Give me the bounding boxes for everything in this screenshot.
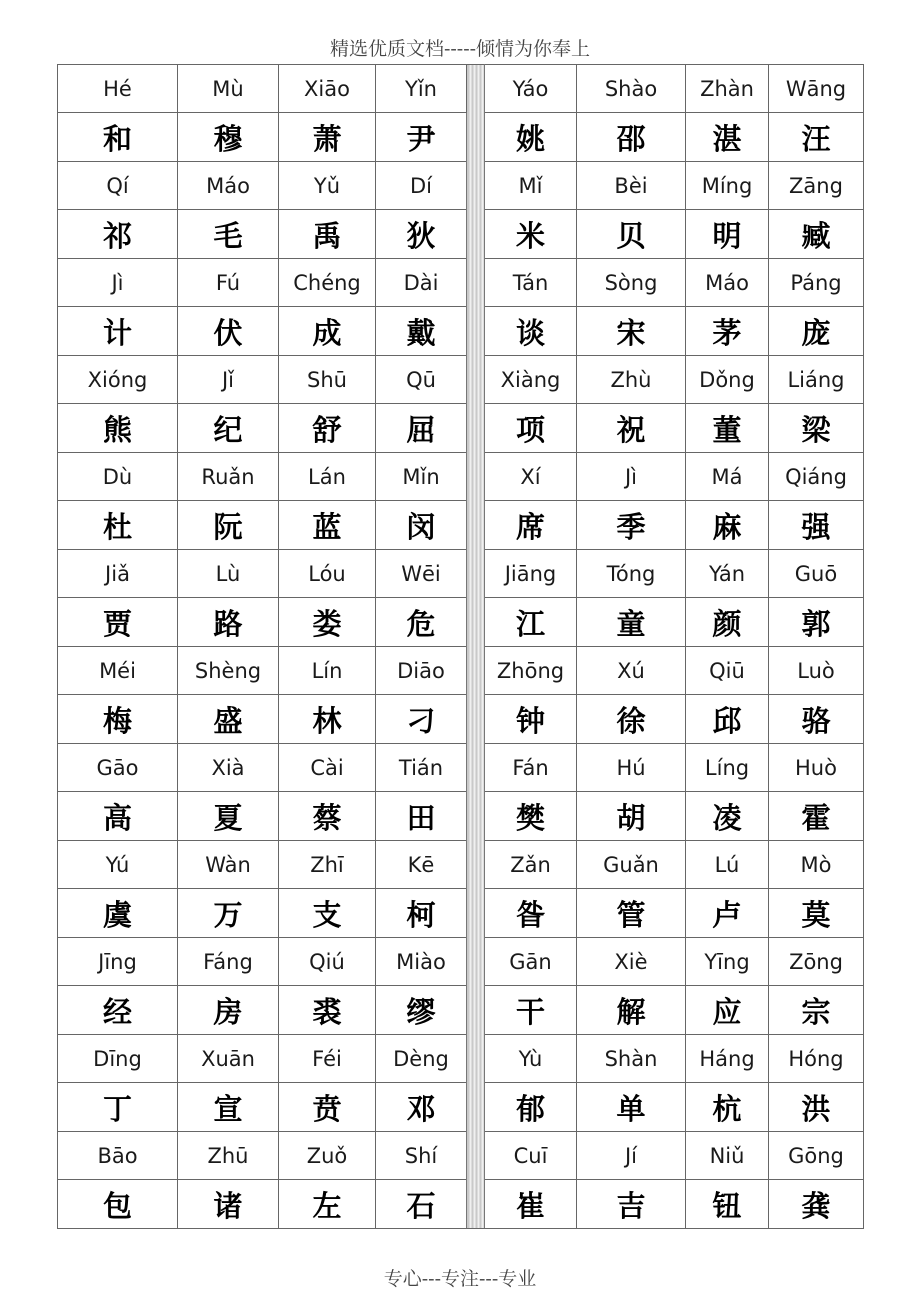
pinyin-cell: Huò	[769, 744, 864, 792]
hanzi-cell: 狄	[376, 210, 467, 259]
hanzi-cell: 柯	[376, 889, 467, 938]
hanzi-cell: 董	[686, 404, 769, 453]
hanzi-cell: 邓	[376, 1083, 467, 1132]
hanzi-row	[58, 307, 864, 356]
pinyin-cell: Qí	[58, 162, 178, 210]
hanzi-cell: 贲	[279, 1083, 376, 1132]
pinyin-cell: Chéng	[279, 259, 376, 307]
hanzi-cell: 汪	[769, 113, 864, 162]
pinyin-cell: Yán	[686, 550, 769, 598]
pinyin-row	[58, 1132, 864, 1180]
hanzi-cell: 诸	[178, 1180, 279, 1229]
hanzi-cell: 盛	[178, 695, 279, 744]
hanzi-cell: 缪	[376, 986, 467, 1035]
hanzi-cell: 钟	[485, 695, 577, 744]
hanzi-cell: 管	[577, 889, 686, 938]
hanzi-cell: 刁	[376, 695, 467, 744]
pinyin-row	[58, 259, 864, 307]
hanzi-cell: 高	[58, 792, 178, 841]
hanzi-cell: 项	[485, 404, 577, 453]
pinyin-cell: Jì	[58, 259, 178, 307]
pinyin-cell: Kē	[376, 841, 467, 889]
pinyin-cell: Shào	[577, 65, 686, 113]
pinyin-cell: Miào	[376, 938, 467, 986]
hanzi-row	[58, 404, 864, 453]
hanzi-cell: 茅	[686, 307, 769, 356]
hanzi-cell: 贝	[577, 210, 686, 259]
hanzi-cell: 臧	[769, 210, 864, 259]
hanzi-cell: 解	[577, 986, 686, 1035]
pinyin-cell: Tán	[485, 259, 577, 307]
pinyin-cell: Dīng	[58, 1035, 178, 1083]
hanzi-cell: 娄	[279, 598, 376, 647]
pinyin-cell: Yīng	[686, 938, 769, 986]
hanzi-cell: 毛	[178, 210, 279, 259]
hanzi-cell: 庞	[769, 307, 864, 356]
pinyin-row	[58, 1035, 864, 1083]
pinyin-cell: Dèng	[376, 1035, 467, 1083]
surname-table	[57, 64, 864, 1229]
hanzi-cell: 童	[577, 598, 686, 647]
hanzi-row	[58, 986, 864, 1035]
pinyin-cell: Dí	[376, 162, 467, 210]
pinyin-cell: Luò	[769, 647, 864, 695]
pinyin-cell: Gāo	[58, 744, 178, 792]
hanzi-cell: 席	[485, 501, 577, 550]
pinyin-cell: Xià	[178, 744, 279, 792]
hanzi-cell: 单	[577, 1083, 686, 1132]
pinyin-row	[58, 65, 864, 113]
pinyin-cell: Mò	[769, 841, 864, 889]
hanzi-cell: 左	[279, 1180, 376, 1229]
pinyin-cell: Qiú	[279, 938, 376, 986]
hanzi-cell: 危	[376, 598, 467, 647]
hanzi-cell: 房	[178, 986, 279, 1035]
hanzi-cell: 宗	[769, 986, 864, 1035]
pinyin-cell: Xiè	[577, 938, 686, 986]
pinyin-cell: Máo	[686, 259, 769, 307]
hanzi-row	[58, 210, 864, 259]
pinyin-cell: Jí	[577, 1132, 686, 1180]
pinyin-cell: Dǒng	[686, 356, 769, 404]
pinyin-cell: Dài	[376, 259, 467, 307]
hanzi-cell: 虞	[58, 889, 178, 938]
pinyin-row	[58, 841, 864, 889]
hanzi-cell: 屈	[376, 404, 467, 453]
pinyin-cell: Jīng	[58, 938, 178, 986]
hanzi-cell: 林	[279, 695, 376, 744]
hanzi-cell: 蔡	[279, 792, 376, 841]
pinyin-cell: Zuǒ	[279, 1132, 376, 1180]
hanzi-cell: 邱	[686, 695, 769, 744]
pinyin-cell: Hú	[577, 744, 686, 792]
hanzi-row	[58, 889, 864, 938]
pinyin-cell: Bāo	[58, 1132, 178, 1180]
hanzi-cell: 骆	[769, 695, 864, 744]
pinyin-cell: Zhù	[577, 356, 686, 404]
hanzi-cell: 和	[58, 113, 178, 162]
pinyin-cell: Qū	[376, 356, 467, 404]
hanzi-cell: 姚	[485, 113, 577, 162]
pinyin-cell: Mù	[178, 65, 279, 113]
surname-table-body	[58, 65, 864, 1229]
hanzi-cell: 丁	[58, 1083, 178, 1132]
pinyin-cell: Gōng	[769, 1132, 864, 1180]
pinyin-cell: Zāng	[769, 162, 864, 210]
pinyin-cell: Méi	[58, 647, 178, 695]
hanzi-cell: 颜	[686, 598, 769, 647]
page-footer: 专心---专注---专业	[383, 1268, 537, 1290]
hanzi-cell: 龚	[769, 1180, 864, 1229]
pinyin-cell: Zōng	[769, 938, 864, 986]
pinyin-cell: Xiāo	[279, 65, 376, 113]
pinyin-cell: Mǐ	[485, 162, 577, 210]
pinyin-cell: Féi	[279, 1035, 376, 1083]
hanzi-cell: 禹	[279, 210, 376, 259]
hanzi-cell: 霍	[769, 792, 864, 841]
pinyin-cell: Shàn	[577, 1035, 686, 1083]
hanzi-cell: 谈	[485, 307, 577, 356]
hanzi-row	[58, 792, 864, 841]
hanzi-cell: 伏	[178, 307, 279, 356]
hanzi-cell: 裘	[279, 986, 376, 1035]
pinyin-cell: Wēi	[376, 550, 467, 598]
hanzi-cell: 杭	[686, 1083, 769, 1132]
pinyin-cell: Bèi	[577, 162, 686, 210]
pinyin-cell: Xióng	[58, 356, 178, 404]
pinyin-cell: Lán	[279, 453, 376, 501]
pinyin-cell: Fán	[485, 744, 577, 792]
hanzi-cell: 祁	[58, 210, 178, 259]
hanzi-cell: 麻	[686, 501, 769, 550]
hanzi-cell: 米	[485, 210, 577, 259]
pinyin-cell: Fáng	[178, 938, 279, 986]
pinyin-cell: Yáo	[485, 65, 577, 113]
hanzi-cell: 梁	[769, 404, 864, 453]
pinyin-cell: Tóng	[577, 550, 686, 598]
hanzi-cell: 钮	[686, 1180, 769, 1229]
pinyin-cell: Xí	[485, 453, 577, 501]
hanzi-cell: 邵	[577, 113, 686, 162]
pinyin-cell: Gān	[485, 938, 577, 986]
pinyin-cell: Xiàng	[485, 356, 577, 404]
hanzi-cell: 崔	[485, 1180, 577, 1229]
hanzi-cell: 包	[58, 1180, 178, 1229]
hanzi-cell: 昝	[485, 889, 577, 938]
hanzi-cell: 宋	[577, 307, 686, 356]
hanzi-cell: 舒	[279, 404, 376, 453]
hanzi-cell: 田	[376, 792, 467, 841]
hanzi-cell: 阮	[178, 501, 279, 550]
hanzi-cell: 计	[58, 307, 178, 356]
hanzi-cell: 明	[686, 210, 769, 259]
pinyin-cell: Lín	[279, 647, 376, 695]
pinyin-cell: Máo	[178, 162, 279, 210]
pinyin-cell: Yú	[58, 841, 178, 889]
pinyin-cell: Cuī	[485, 1132, 577, 1180]
hanzi-cell: 夏	[178, 792, 279, 841]
pinyin-cell: Zhū	[178, 1132, 279, 1180]
hanzi-cell: 熊	[58, 404, 178, 453]
pinyin-cell: Fú	[178, 259, 279, 307]
hanzi-cell: 胡	[577, 792, 686, 841]
hanzi-cell: 石	[376, 1180, 467, 1229]
column-divider	[467, 65, 485, 1229]
hanzi-cell: 经	[58, 986, 178, 1035]
pinyin-cell: Niǔ	[686, 1132, 769, 1180]
hanzi-cell: 郭	[769, 598, 864, 647]
hanzi-cell: 莫	[769, 889, 864, 938]
pinyin-cell: Wāng	[769, 65, 864, 113]
hanzi-cell: 戴	[376, 307, 467, 356]
pinyin-cell: Guǎn	[577, 841, 686, 889]
hanzi-cell: 萧	[279, 113, 376, 162]
pinyin-cell: Yù	[485, 1035, 577, 1083]
hanzi-cell: 路	[178, 598, 279, 647]
pinyin-cell: Hé	[58, 65, 178, 113]
pinyin-cell: Wàn	[178, 841, 279, 889]
pinyin-cell: Yǐn	[376, 65, 467, 113]
pinyin-cell: Qiū	[686, 647, 769, 695]
hanzi-cell: 强	[769, 501, 864, 550]
hanzi-cell: 穆	[178, 113, 279, 162]
pinyin-cell: Líng	[686, 744, 769, 792]
pinyin-cell: Jiǎ	[58, 550, 178, 598]
hanzi-cell: 郁	[485, 1083, 577, 1132]
hanzi-cell: 吉	[577, 1180, 686, 1229]
pinyin-row	[58, 356, 864, 404]
pinyin-cell: Qiáng	[769, 453, 864, 501]
pinyin-row	[58, 453, 864, 501]
pinyin-cell: Lú	[686, 841, 769, 889]
hanzi-cell: 万	[178, 889, 279, 938]
hanzi-cell: 干	[485, 986, 577, 1035]
pinyin-cell: Dù	[58, 453, 178, 501]
hanzi-cell: 湛	[686, 113, 769, 162]
hanzi-row	[58, 598, 864, 647]
hanzi-cell: 尹	[376, 113, 467, 162]
hanzi-cell: 成	[279, 307, 376, 356]
pinyin-cell: Jiāng	[485, 550, 577, 598]
hanzi-row	[58, 1083, 864, 1132]
pinyin-cell: Shèng	[178, 647, 279, 695]
hanzi-cell: 蓝	[279, 501, 376, 550]
pinyin-cell: Páng	[769, 259, 864, 307]
pinyin-cell: Xú	[577, 647, 686, 695]
pinyin-cell: Cài	[279, 744, 376, 792]
pinyin-row	[58, 938, 864, 986]
hanzi-cell: 卢	[686, 889, 769, 938]
pinyin-cell: Ruǎn	[178, 453, 279, 501]
pinyin-cell: Tián	[376, 744, 467, 792]
hanzi-cell: 凌	[686, 792, 769, 841]
hanzi-row	[58, 113, 864, 162]
hanzi-cell: 季	[577, 501, 686, 550]
hanzi-cell: 江	[485, 598, 577, 647]
pinyin-cell: Sòng	[577, 259, 686, 307]
pinyin-cell: Lóu	[279, 550, 376, 598]
page-header: 精选优质文档-----倾情为你奉上	[329, 38, 591, 60]
pinyin-cell: Míng	[686, 162, 769, 210]
hanzi-row	[58, 695, 864, 744]
pinyin-cell: Zhī	[279, 841, 376, 889]
pinyin-cell: Xuān	[178, 1035, 279, 1083]
pinyin-cell: Lù	[178, 550, 279, 598]
hanzi-row	[58, 501, 864, 550]
pinyin-cell: Liáng	[769, 356, 864, 404]
pinyin-cell: Yǔ	[279, 162, 376, 210]
pinyin-cell: Zhàn	[686, 65, 769, 113]
hanzi-cell: 贾	[58, 598, 178, 647]
pinyin-row	[58, 744, 864, 792]
hanzi-cell: 宣	[178, 1083, 279, 1132]
hanzi-row	[58, 1180, 864, 1229]
pinyin-cell: Má	[686, 453, 769, 501]
pinyin-cell: Shū	[279, 356, 376, 404]
hanzi-cell: 纪	[178, 404, 279, 453]
pinyin-cell: Zhōng	[485, 647, 577, 695]
hanzi-cell: 支	[279, 889, 376, 938]
hanzi-cell: 洪	[769, 1083, 864, 1132]
pinyin-cell: Shí	[376, 1132, 467, 1180]
pinyin-cell: Guō	[769, 550, 864, 598]
pinyin-cell: Háng	[686, 1035, 769, 1083]
pinyin-row	[58, 162, 864, 210]
pinyin-row	[58, 550, 864, 598]
hanzi-cell: 徐	[577, 695, 686, 744]
hanzi-cell: 应	[686, 986, 769, 1035]
pinyin-cell: Hóng	[769, 1035, 864, 1083]
pinyin-row	[58, 647, 864, 695]
hanzi-cell: 梅	[58, 695, 178, 744]
hanzi-cell: 樊	[485, 792, 577, 841]
pinyin-cell: Jǐ	[178, 356, 279, 404]
pinyin-cell: Mǐn	[376, 453, 467, 501]
pinyin-cell: Zǎn	[485, 841, 577, 889]
hanzi-cell: 祝	[577, 404, 686, 453]
pinyin-cell: Diāo	[376, 647, 467, 695]
pinyin-cell: Jì	[577, 453, 686, 501]
hanzi-cell: 杜	[58, 501, 178, 550]
hanzi-cell: 闵	[376, 501, 467, 550]
